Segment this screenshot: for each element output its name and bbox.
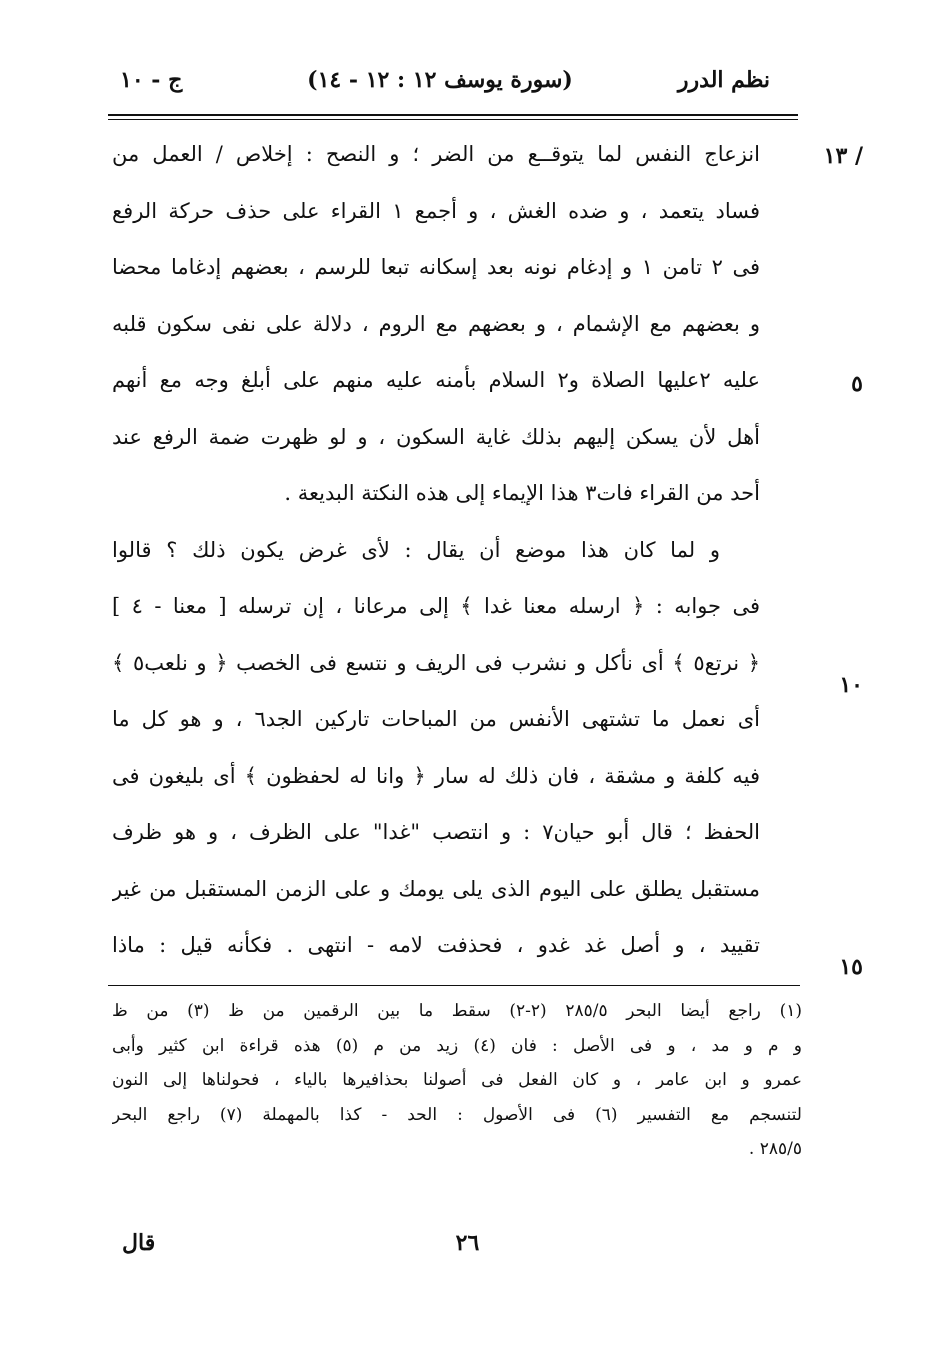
line-number-5: ٥	[851, 371, 863, 397]
line-number-15: ١٥	[839, 954, 863, 980]
text-line: الحفظ ؛ قال أبو حيان٧ : و انتصب "غدا" على الظرف ، و هو ظرف	[112, 820, 760, 844]
volume-number: ج - ١٠	[120, 67, 183, 93]
text-line: ﴿ نرتع٥ ﴾ أى نأكل و نشرب فى الريف و نتسع فى الخصب ﴿ و نلعب٥ ﴾	[112, 650, 760, 675]
text-line: عليه ٢عليها الصلاة و٢ السلام بأمنه عليه منهم على أبلغ وجه مع أنهم	[112, 368, 760, 392]
footnotes	[112, 994, 802, 1167]
text-line: فى ٢ تامن ١ و إدغام نونه بعد إسكانه تبعا للرسم ، بعضهم إدغاما محضا	[112, 255, 760, 279]
book-title: نظم الدرر	[677, 67, 770, 93]
header-rule-thick	[108, 114, 798, 116]
footnote-rule	[108, 985, 800, 986]
text-line: فى جوابه : ﴿ ارسله معنا غدا ﴾ إلى مرعانا ، إن ترسله [ معنا - ٤ ]	[112, 594, 760, 618]
catchword: قال	[122, 1230, 156, 1256]
text-line: تقييد ، و أصل غد غدو ، فحذفت لامه - انتهى . فكأنه قيل : ماذا	[112, 933, 760, 957]
text-line: و بعضهم مع الإشمام ، و بعضهم مع الروم ، دلالة على نفى سكون قلبه	[112, 311, 760, 336]
footnote-line: (١) راجع أيضا البحر ٢٨٥/٥ (٢-٢) سقط ما بين الرقمين من ظ (٣) من ظ	[112, 1001, 802, 1021]
text-line: أى نعمل ما تشتهى الأنفس من المباحات تاركين الجد٦ ، و هو كل ما	[112, 707, 760, 731]
header-rule-thin	[108, 119, 798, 120]
verse-marker: ١٣ /	[823, 143, 863, 169]
running-header	[110, 60, 770, 104]
text-line: أهل لأن يسكن إليهم بذلك غاية السكون ، و لو ظهرت ضمة الرفع عند	[112, 424, 760, 449]
surah-reference: (سورة يوسف ١٢ : ١٢ - ١٤)	[307, 67, 573, 93]
page-number: ٢٦	[455, 1230, 480, 1256]
text-line: فساد يتعمد ، و ضده الغش ، و أجمع ١ القراء على حذف حركة الرفع	[112, 198, 760, 223]
line-number-10: ١٠	[839, 672, 863, 698]
text-line: مستقبل يطلق على اليوم الذى يلى يومك و على الزمن المستقبل من غير	[112, 876, 760, 901]
text-line: أحد من القراء فات٣ هذا الإيماء إلى هذه النكتة البديعة .	[284, 481, 760, 505]
main-text	[112, 126, 760, 974]
footnote-line: و م و مد ، و فى الأصل : فان (٤) زيد من م (٥) هذه قراءة ابن كثير وأبى	[112, 1035, 802, 1056]
footnote-line: ٢٨٥/٥ .	[748, 1139, 802, 1159]
text-line: و لما كان هذا موضع أن يقال : لأى غرض يكون ذلك ؟ قالوا	[112, 537, 720, 562]
footnote-line: لتنسجم مع التفسير (٦) فى الأصول : الحد - كذا بالمهملة (٧) راجع البحر	[112, 1104, 802, 1125]
footnote-line: عمرو و ابن عامر ، و كان الفعل فى أصولنا بحذافيرها بالياء ، فحولناها إلى النون	[112, 1070, 802, 1090]
text-line: انزعاج النفس لما يتوقــع من الضر ؛ و النصح : إخلاص / العمل من	[112, 142, 760, 166]
text-line: فيه كلفة و مشقة ، فان ذلك له سار ﴿ وانا له لحفظون ﴾ أى بليغون فى	[112, 763, 760, 788]
